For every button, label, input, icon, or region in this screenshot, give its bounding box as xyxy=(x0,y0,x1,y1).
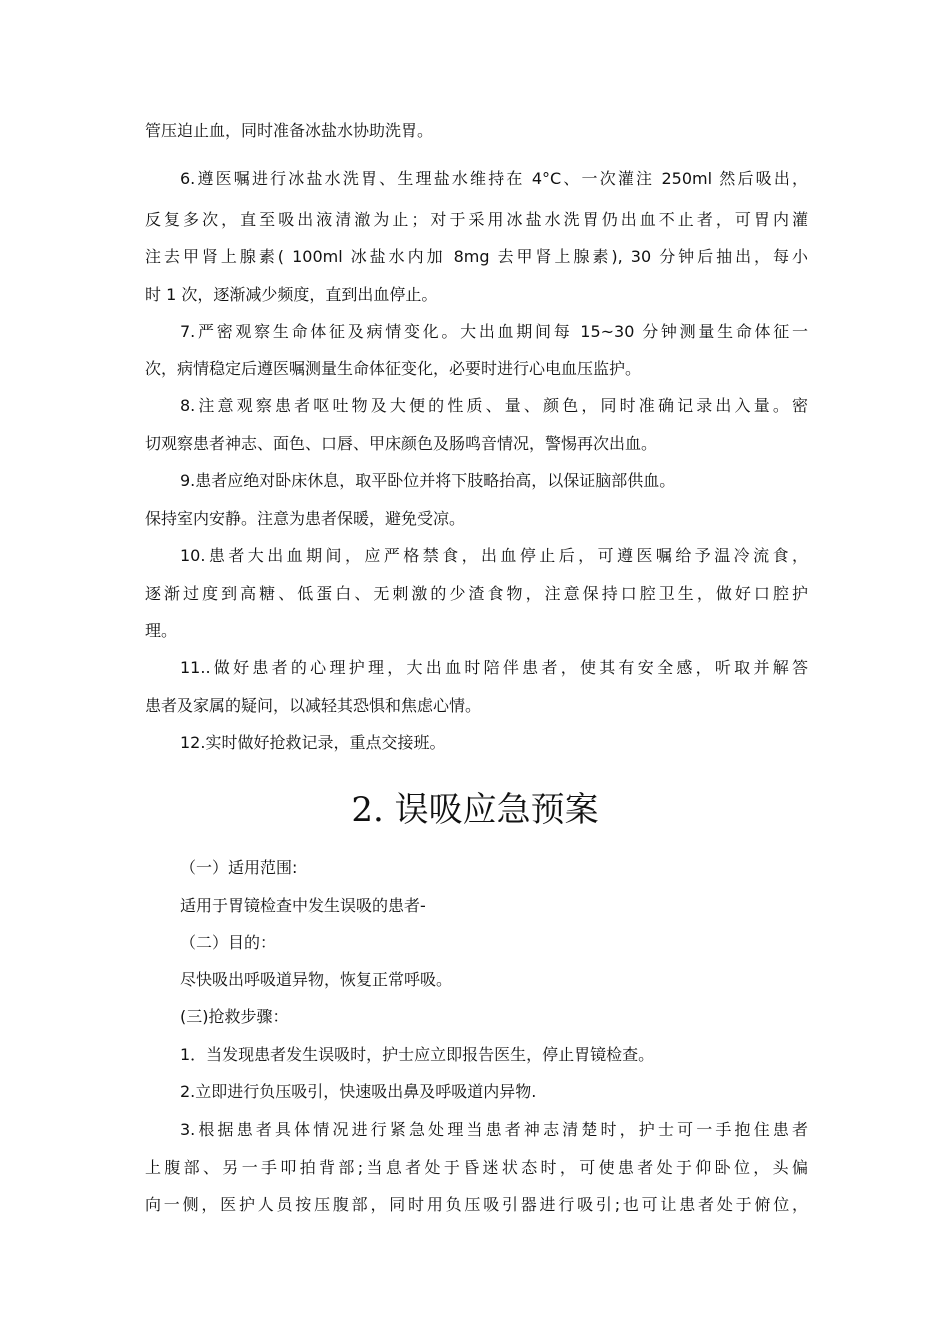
item-8-line-2: 切观察患者神志、面色、口唇、甲床颜色及肠鸣音情况，警惕再次出血。 xyxy=(145,434,658,453)
step-3-line-1: 3.根据患者具体情况进行紧急处理当患者神志清楚时，护士可一手抱住患者 xyxy=(180,1120,808,1139)
step-3-line-2: 上腹部、另一手叩拍背部;当息者处于昏迷状态时，可使患者处于仰卧位，头偏 xyxy=(145,1158,808,1177)
item-11-line-2: 患者及家属的疑问，以减轻其恐惧和焦虑心情。 xyxy=(145,696,482,715)
item-6-line-2: 反复多次，直至吸出液清澈为止；对于采用冰盐水洗胃仍出血不止者，可胃内灌 xyxy=(145,210,808,229)
scope-heading: （一）适用范围: xyxy=(180,858,298,877)
section-title: 2. 误吸应急预案 xyxy=(351,790,599,830)
scope-text: 适用于胃镜检查中发生误吸的患者- xyxy=(180,896,426,915)
item-9-line-1: 9.患者应绝对卧床休息，取平卧位并将下肢略抬高，以保证脑部供血。 xyxy=(180,471,676,490)
item-7-line-2: 次，病情稳定后遵医嘱测量生命体征变化，必要时进行心电血压监护。 xyxy=(145,359,642,378)
item-11-line-1: 11..做好患者的心理护理，大出血时陪伴患者，使其有安全感，听取并解答 xyxy=(180,658,808,677)
steps-heading: (三)抢救步骤： xyxy=(180,1007,289,1026)
purpose-heading: （二）目的： xyxy=(180,933,277,952)
item-10-line-2: 逐渐过度到高糖、低蛋白、无刺激的少渣食物，注意保持口腔卫生，做好口腔护 xyxy=(145,584,808,603)
item-6-line-3: 注去甲肾上腺素( 100ml 冰盐水内加 8mg 去甲肾上腺素), 30 分钟后抽出，每小 xyxy=(145,247,808,266)
paragraph-continuation: 管压迫止血，同时准备冰盐水协助洗胃。 xyxy=(145,121,434,140)
item-6-line-1: 6.遵医嘱进行冰盐水洗胃、生理盐水维持在 4°C、一次灌注 250ml 然后吸出， xyxy=(180,169,808,188)
step-3-line-3: 向一侧，医护人员按压腹部，同时用负压吸引器进行吸引;也可让患者处于俯位， xyxy=(145,1195,808,1214)
item-12: 12.实时做好抢救记录，重点交接班。 xyxy=(180,733,446,752)
item-7-line-1: 7.严密观察生命体征及病情变化。大出血期间每 15~30 分钟测量生命体征一 xyxy=(180,322,808,341)
step-1: 1．当发现患者发生误吸时，护士应立即报告医生，停止胃镜检查。 xyxy=(180,1045,655,1064)
item-10-line-3: 理。 xyxy=(145,621,178,640)
item-9-line-2: 保持室内安静。注意为患者保暖，避免受凉。 xyxy=(145,509,466,528)
item-8-line-1: 8.注意观察患者呕吐物及大便的性质、量、颜色，同时准确记录出入量。密 xyxy=(180,396,808,415)
purpose-text: 尽快吸出呼吸道异物，恢复正常呼吸。 xyxy=(180,970,453,989)
item-6-line-4: 时 1 次，逐渐减少频度，直到出血停止。 xyxy=(145,285,438,304)
step-2: 2.立即进行负压吸引，快速吸出鼻及呼吸道内异物. xyxy=(180,1082,537,1101)
item-10-line-1: 10.患者大出血期间，应严格禁食，出血停止后，可遵医嘱给予温冷流食， xyxy=(180,546,808,565)
